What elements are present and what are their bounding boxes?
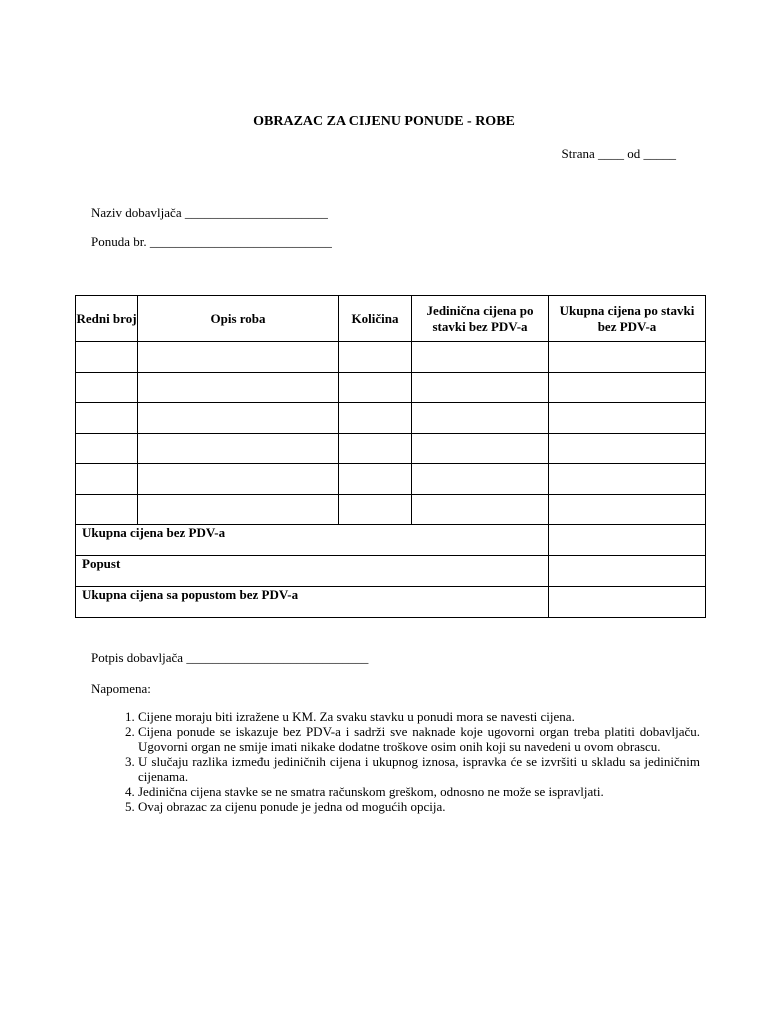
summary-value-total[interactable] [549,525,706,556]
note-item: 1. Cijene moraju biti izražene u KM. Za svaku stavku u ponudi mora se navesti cijena. [138,709,700,724]
table-cell[interactable] [76,494,138,525]
table-cell[interactable] [412,494,549,525]
summary-row-total [76,525,706,556]
table-row [76,403,706,434]
table-cell[interactable] [339,494,412,525]
header-total-price: Ukupna cijena po stavki bez PDV-a [549,296,706,342]
table-cell[interactable] [549,433,706,464]
header-unit-price: Jedinična cijena po stavki bez PDV-a [412,296,549,342]
table-cell[interactable] [549,372,706,403]
offer-number-field: Ponuda br. ____________________________ [91,234,332,249]
note-item: 5. Ovaj obrazac za cijenu ponude je jedna od mogućih opcija. [138,799,700,814]
header-goods-description: Opis roba [138,296,339,342]
summary-row-discount [76,556,706,587]
table-cell[interactable] [138,372,339,403]
table-cell[interactable] [138,494,339,525]
summary-row-discounted-total [76,587,706,618]
supplier-signature-field: Potpis dobavljača ____________________________ [91,650,369,665]
summary-label-discount: Popust [76,556,549,587]
table-header-row [76,296,706,342]
table-cell[interactable] [412,342,549,373]
table-cell[interactable] [412,433,549,464]
table-cell[interactable] [339,403,412,434]
table-cell[interactable] [138,464,339,495]
table-cell[interactable] [549,403,706,434]
summary-value-discounted-total[interactable] [549,587,706,618]
table-cell[interactable] [138,433,339,464]
price-offer-table [75,295,706,618]
table-row [76,433,706,464]
summary-label-discounted-total: Ukupna cijena sa popustom bez PDV-a [76,587,549,618]
note-item: 2. Cijena ponude se iskazuje bez PDV-a i sadrži sve naknade koje ugovorni organ treba platiti dobavljaču. Ugovorni organ ne smije imati nikake dodatne troškove osim onih koji su navedeni u ovom obrascu. [138,724,700,754]
table-cell[interactable] [412,372,549,403]
table-cell[interactable] [76,464,138,495]
table-row [76,494,706,525]
notes-list [112,709,700,814]
table-cell[interactable] [138,403,339,434]
header-quantity: Količina [339,296,412,342]
table-cell[interactable] [339,433,412,464]
table-cell[interactable] [339,464,412,495]
page-indicator: Strana ____ od _____ [561,146,676,161]
table-cell[interactable] [412,403,549,434]
supplier-name-field: Naziv dobavljača ______________________ [91,205,328,220]
table-cell[interactable] [339,342,412,373]
notes-label: Napomena: [91,681,151,696]
table-cell[interactable] [412,464,549,495]
table-cell[interactable] [549,464,706,495]
summary-label-total: Ukupna cijena bez PDV-a [76,525,549,556]
table-cell[interactable] [76,372,138,403]
table-cell[interactable] [549,494,706,525]
table-cell[interactable] [76,403,138,434]
table-row [76,464,706,495]
table-cell[interactable] [138,342,339,373]
header-item-number: Redni broj [76,296,138,342]
table-cell[interactable] [76,342,138,373]
table-row [76,372,706,403]
table-cell[interactable] [339,372,412,403]
note-item: 3. U slučaju razlika između jediničnih cijena i ukupnog iznosa, ispravka će se izvršiti u skladu sa jediničnim cijenama. [138,754,700,784]
table-cell[interactable] [76,433,138,464]
table-row [76,342,706,373]
document-title: OBRAZAC ZA CIJENU PONUDE - ROBE [253,114,515,129]
table-cell[interactable] [549,342,706,373]
summary-value-discount[interactable] [549,556,706,587]
note-item: 4. Jedinična cijena stavke se ne smatra računskom greškom, odnosno ne može se ispravljati. [138,784,700,799]
